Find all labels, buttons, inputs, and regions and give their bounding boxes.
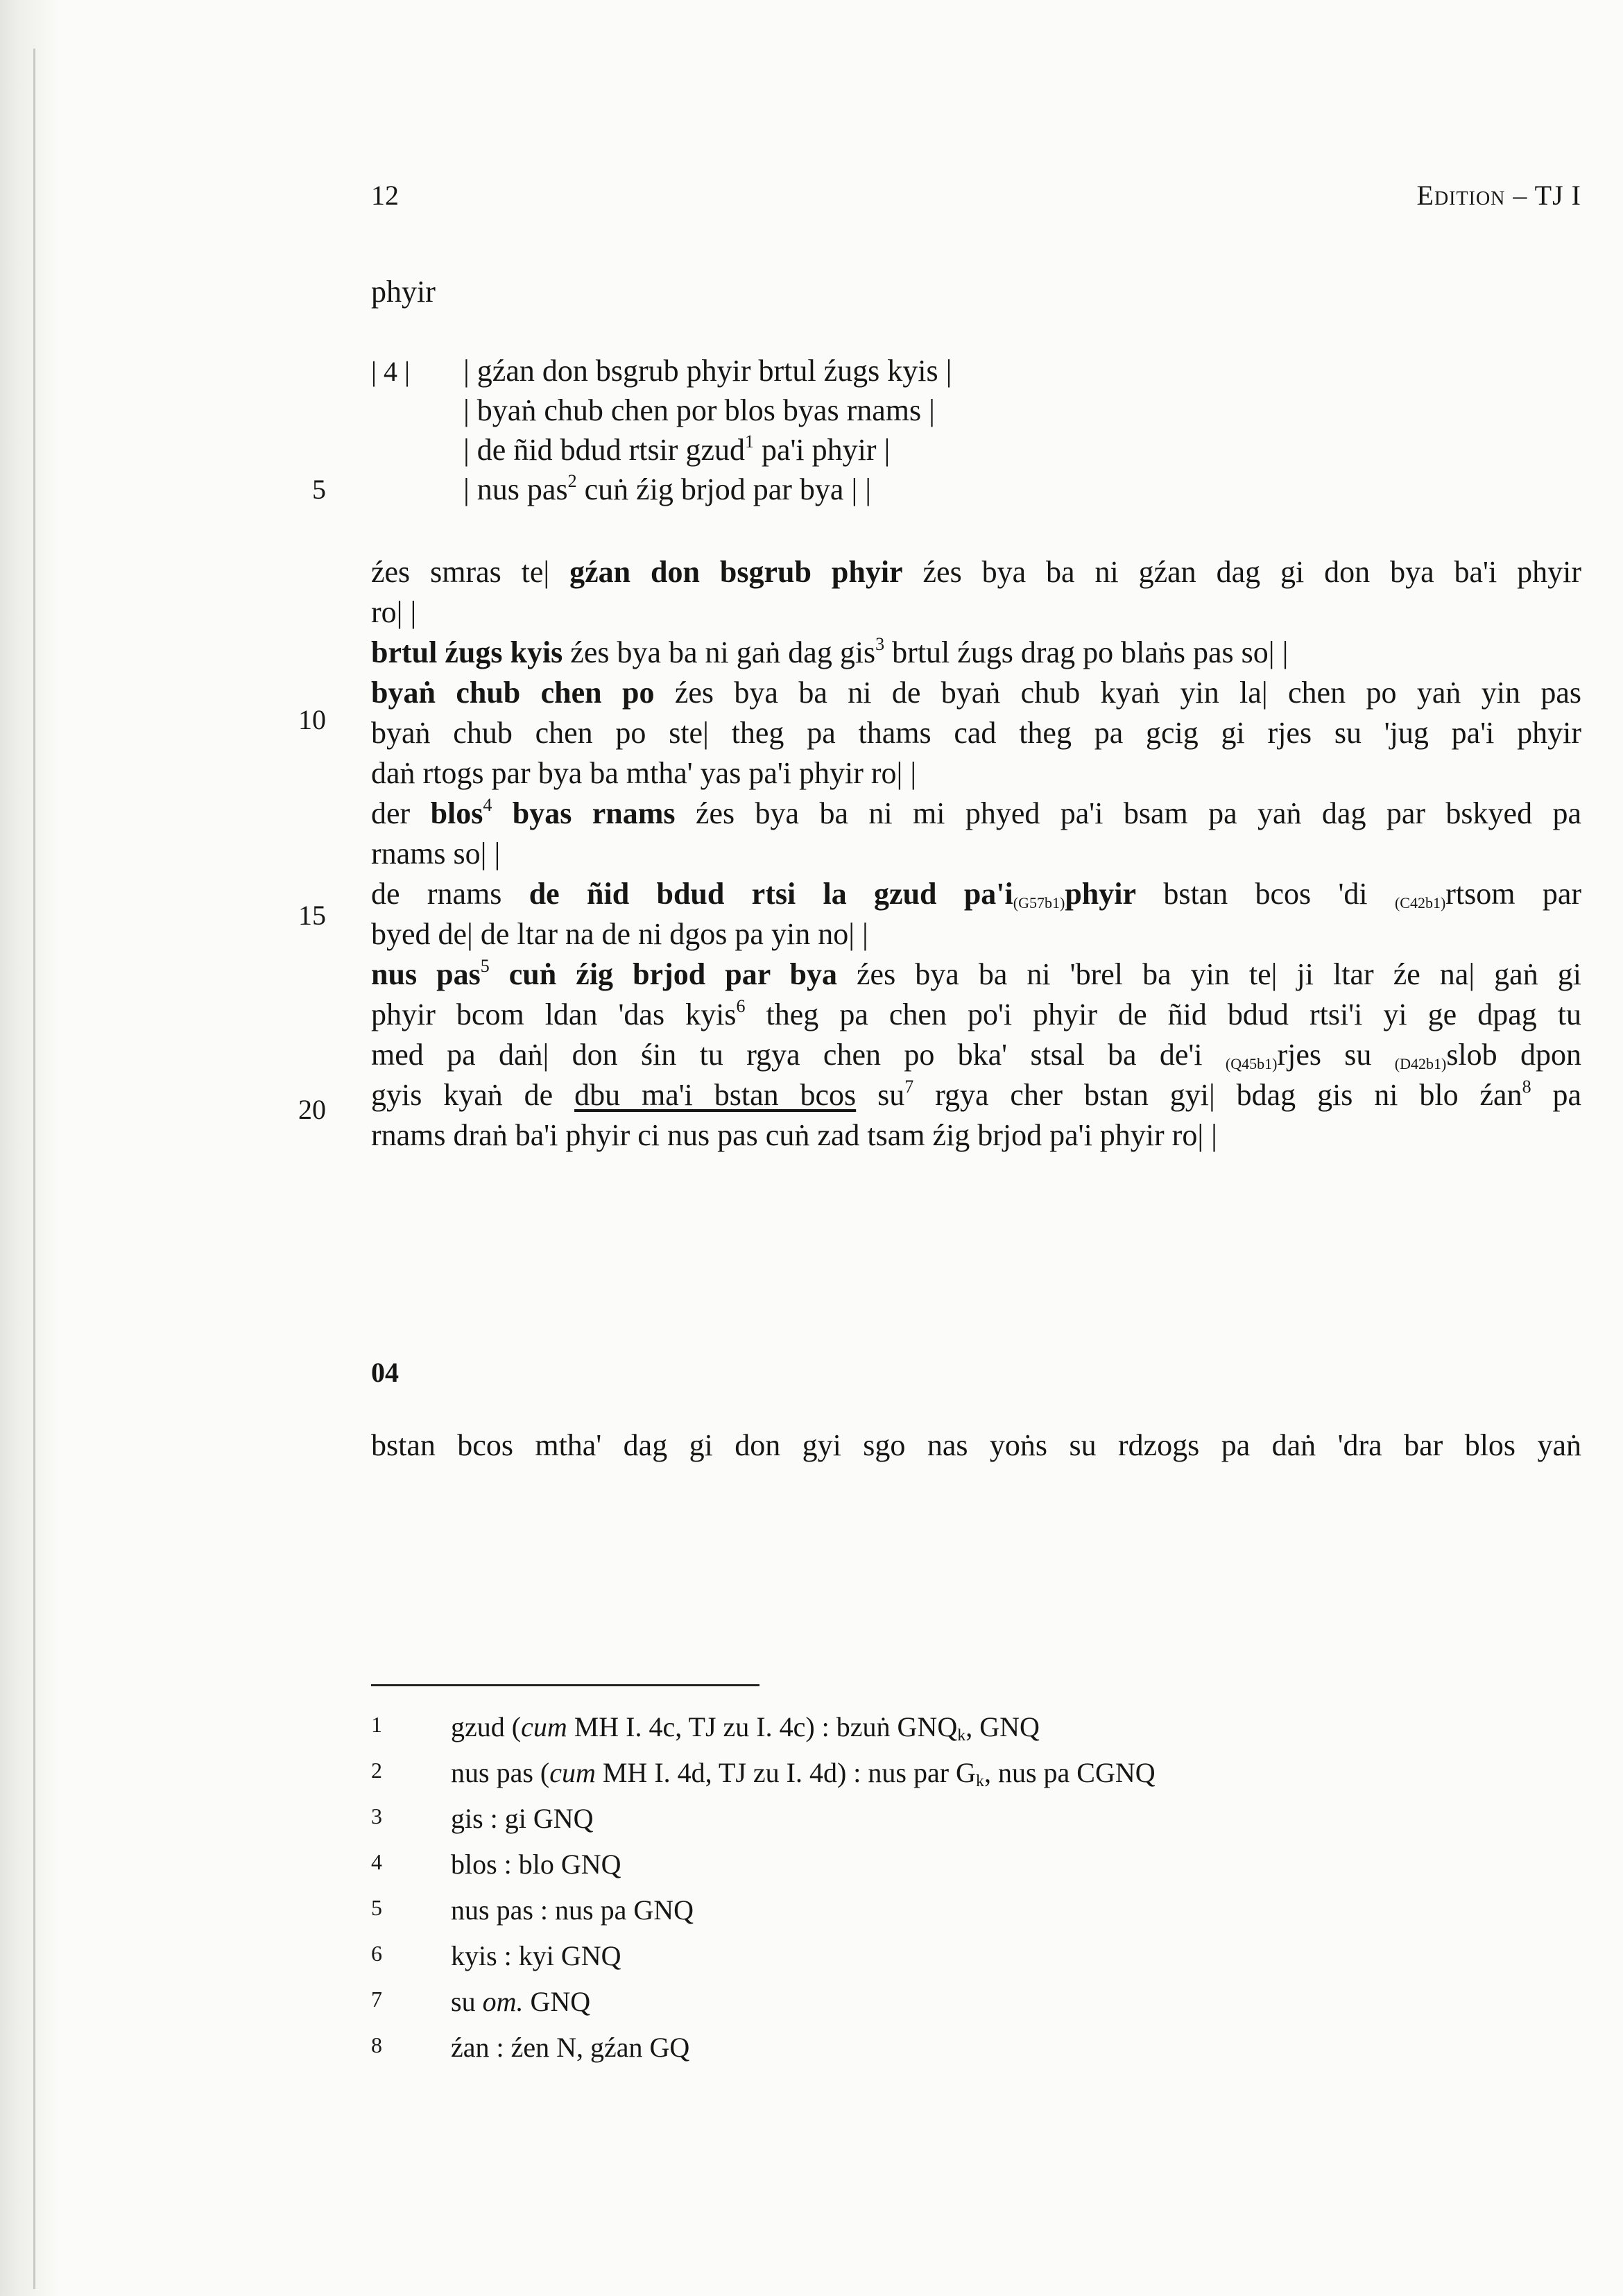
footnote-ref: 3 bbox=[875, 634, 885, 654]
commentary-line: nus pas$^5$ cuṅ źig brjod par bya źes bya ba ni 'brel ba yin te| ji ltar źe na| gaṅ gi bbox=[371, 956, 1581, 991]
page-number: 12 bbox=[371, 180, 399, 211]
folio-marker: (D42b1) bbox=[1394, 1055, 1447, 1072]
line-number: 15 bbox=[298, 900, 326, 931]
line-number: 10 bbox=[298, 704, 326, 735]
binding-line bbox=[33, 49, 35, 2289]
footnote-ref: 4 bbox=[483, 795, 492, 815]
commentary-line: de rnams de ñid bdud rtsi la gzud $pa'i_{(G57b1)}phyir$ bstan bcos 'di $_{(C42b1)}$rtsom par bbox=[371, 877, 1581, 911]
verse-line: | nus pas$^2$ cuṅ źig brjod par bya | | bbox=[463, 471, 872, 506]
footnote-rule bbox=[371, 1684, 759, 1686]
commentary-line: byaṅ chub chen po ste| theg pa thams cad theg pa gcig gi rjes su 'jug pa'i phyir bbox=[371, 716, 1581, 750]
footnote-ref: 1 bbox=[744, 431, 754, 452]
verse-line: | gźan don bsgrub phyir brtul źugs kyis | bbox=[463, 354, 952, 388]
commentary-line: brtul źugs kyis źes bya ba ni gaṅ dag gis$^3$ brtul źugs drag po blaṅs pas so| | bbox=[371, 634, 1289, 669]
footnote: 3 gis : gi GNQ bbox=[371, 1803, 594, 1834]
running-head-suffix: – TJ I bbox=[1505, 180, 1581, 211]
footnote-ref: 2 bbox=[567, 471, 577, 491]
running-head bbox=[1417, 179, 1581, 212]
folio-marker: (G57b1) bbox=[1013, 894, 1065, 911]
footnote-ref: 8 bbox=[1522, 1077, 1531, 1097]
footnote: 1 gzud (cum MH I. 4c, TJ zu I. 4c) : bzuṅ GNQk, GNQ bbox=[371, 1711, 1040, 1745]
commentary-line: byed de| de ltar na de ni dgos pa yin no| | bbox=[371, 917, 868, 951]
line-number: 20 bbox=[298, 1094, 326, 1125]
footnote: 7 su om. GNQ bbox=[371, 1986, 591, 2017]
intro-word: phyir bbox=[371, 275, 436, 309]
footnote-ref: 7 bbox=[904, 1077, 914, 1097]
verse-line: | de ñid bdud rtsir gzud$^1$ pa'i phyir | bbox=[463, 431, 891, 467]
commentary-line: med pa daṅ| don śin tu rgya chen po bka' stsal ba de'i $_{(Q45b1)}$rjes su $_{(D42b1)}$slob dpon bbox=[371, 1038, 1581, 1072]
footnote: 4 blos : blo GNQ bbox=[371, 1849, 621, 1880]
footnote: 2 nus pas (cum MH I. 4d, TJ zu I. 4d) : nus par Gk, nus pa CGNQ bbox=[371, 1757, 1156, 1790]
footnote: 6 kyis : kyi GNQ bbox=[371, 1940, 621, 1971]
commentary-line: der blos$^4$ byas rnams źes bya ba ni mi phyed pa'i bsam pa yaṅ dag par bskyed pa bbox=[371, 795, 1581, 830]
section-text: bstan bcos mtha' dag gi don gyi sgo nas yoṅs su rdzogs pa daṅ 'dra bar blos yaṅ bbox=[371, 1428, 1581, 1462]
folio-marker: (C42b1) bbox=[1394, 894, 1446, 911]
commentary-line: gyis kyaṅ de dbu ma'i bstan bcos $su^7$ rgya cher bstan gyi| bdag gis ni blo źan$^8$ pa bbox=[371, 1077, 1582, 1112]
underlined-title: dbu ma'i bstan bcos bbox=[574, 1078, 857, 1112]
footnote-ref: 5 bbox=[480, 956, 490, 976]
folio-marker: (Q45b1) bbox=[1225, 1055, 1278, 1072]
commentary-line: rnams draṅ ba'i phyir ci nus pas cuṅ zad tsam źig brjod pa'i phyir ro| | bbox=[371, 1118, 1217, 1152]
commentary bbox=[371, 552, 1581, 1156]
scan-page-edge bbox=[0, 0, 60, 2296]
verse-line: | byaṅ chub chen por blos byas rnams | bbox=[463, 393, 935, 427]
verse-number: | 4 | bbox=[371, 356, 411, 387]
commentary-line: źes smras te| gźan don bsgrub phyir źes bya ba ni gźan dag gi don bya ba'i phyir bbox=[371, 555, 1581, 589]
commentary-line: phyir bcom ldan 'das kyis$^6$ theg pa chen po'i phyir de ñid bdud rtsi'i yi ge dpag tu bbox=[371, 996, 1582, 1031]
running-head-title: Edition bbox=[1416, 180, 1506, 211]
section-number: 04 bbox=[371, 1357, 399, 1388]
commentary-line: byaṅ chub chen po źes bya ba ni de byaṅ chub kyaṅ yin la| chen po yaṅ yin pas bbox=[371, 676, 1581, 710]
commentary-line: rnams so| | bbox=[371, 837, 501, 871]
footnote: 5 nus pas : nus pa GNQ bbox=[371, 1894, 694, 1926]
footnote-ref: 6 bbox=[736, 996, 746, 1016]
commentary-line: daṅ rtogs par bya ba mtha' yas pa'i phyir ro| | bbox=[371, 756, 917, 790]
line-number: 5 bbox=[312, 474, 326, 505]
footnote: 8 źan : źen N, gźan GQ bbox=[371, 2032, 690, 2063]
commentary-line: ro| | bbox=[371, 595, 417, 629]
